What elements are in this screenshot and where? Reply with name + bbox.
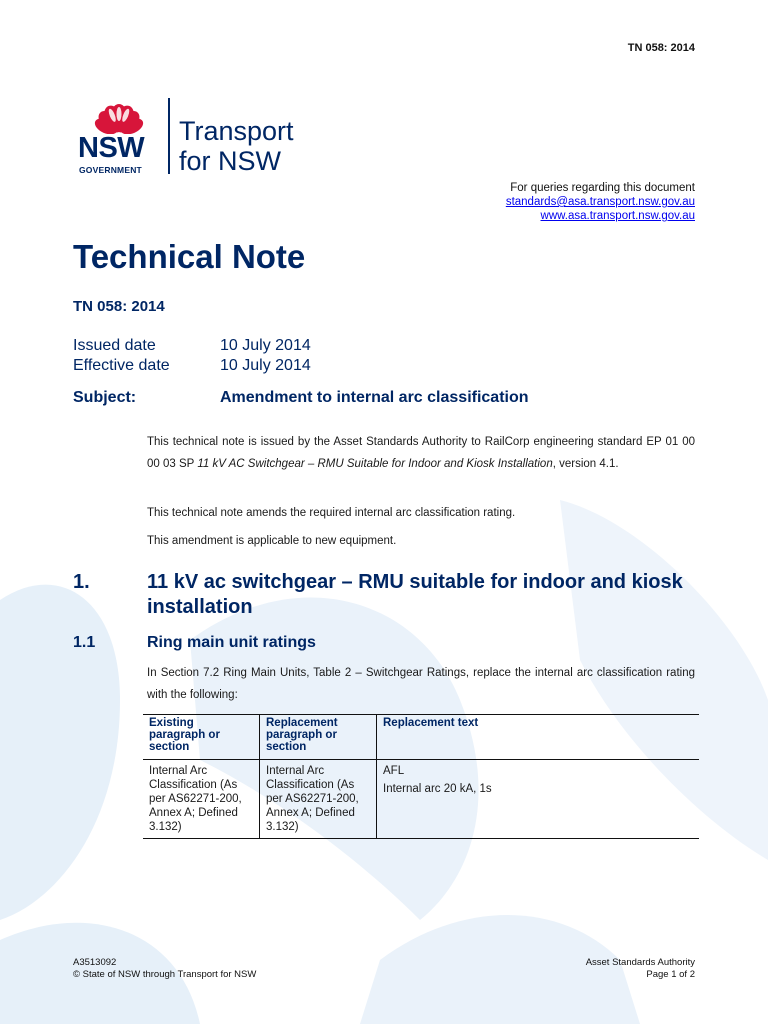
issued-date-value: 10 July 2014 [220,337,311,354]
issued-date-label: Issued date [73,337,156,354]
table-header-existing: Existing paragraph or section [143,715,260,760]
table-header-row [143,715,699,760]
footer-doc-id: A3513092 [73,957,117,968]
queries-label: For queries regarding this document [510,182,695,194]
cell-replacement: Internal Arc Classification (As per AS62271-200, Annex A; Defined 3.132) [260,760,377,839]
intro-paragraph: This technical note is issued by the Asset Standards Authority to RailCorp engineering standard EP 01 00 00 03 SP 11 kV AC Switchgear – RMU Suitable for Indoor and Kiosk Installation, version 4.1. [147,436,695,470]
logo-transport-text: Transport for NSW [179,116,294,176]
footer-copyright: © State of NSW through Transport for NSW [73,969,257,980]
cell-existing: Internal Arc Classification (As per AS62271-200, Annex A; Defined 3.132) [143,760,260,839]
footer-right [586,957,695,981]
waratah-icon [76,88,162,134]
table-header-replacement: Replacement paragraph or section [260,715,377,760]
email-link[interactable]: standards@asa.transport.nsw.gov.au [505,196,695,208]
section-1-1-title: Ring main unit ratings [147,634,316,651]
section-1-1-heading [73,634,316,652]
website-link[interactable]: www.asa.transport.nsw.gov.au [540,210,695,222]
header-doc-number: TN 058: 2014 [627,42,695,54]
table-row [143,760,699,839]
applicability-paragraph: This amendment is applicable to new equipment. [147,535,397,547]
logo-government-text: GOVERNMENT [79,165,142,175]
amends-paragraph: This technical note amends the required internal arc classification rating. [147,507,516,519]
footer-authority: Asset Standards Authority [585,957,695,968]
standard-title: 11 kV AC Switchgear – RMU Suitable for Indoor and Kiosk Installation [197,458,553,470]
section-1-number: 1. [73,571,90,593]
amendment-table [143,714,699,839]
footer-page-number: Page 1 of 2 [646,969,695,980]
section-instruction-paragraph: In Section 7.2 Ring Main Units, Table 2 – Switchgear Ratings, replace the internal arc classification rating with the following: [147,667,695,701]
section-1-title: 11 kV ac switchgear – RMU suitable for indoor and kiosk installation [147,571,683,618]
queries-block [506,181,695,223]
effective-date-row [73,356,311,376]
effective-date-label: Effective date [73,357,170,374]
cell-replacement-text: AFL Internal arc 20 kA, 1s [377,760,700,839]
section-1-heading [73,570,703,620]
footer-left [73,957,256,981]
dates-block [73,336,311,376]
document-title: Technical Note [73,238,306,275]
subject-row [73,389,529,407]
subject-value: Amendment to internal arc classification [220,389,529,406]
logo-nsw-text: NSW [78,132,145,164]
nsw-transport-logo [74,88,324,178]
tn-number: TN 058: 2014 [73,298,165,315]
section-1-1-number: 1.1 [73,634,96,651]
table-header-replacement-text: Replacement text [377,715,700,760]
logo-divider [168,98,170,174]
subject-label: Subject: [73,389,137,406]
issued-date-row [73,336,311,356]
effective-date-value: 10 July 2014 [220,357,311,374]
